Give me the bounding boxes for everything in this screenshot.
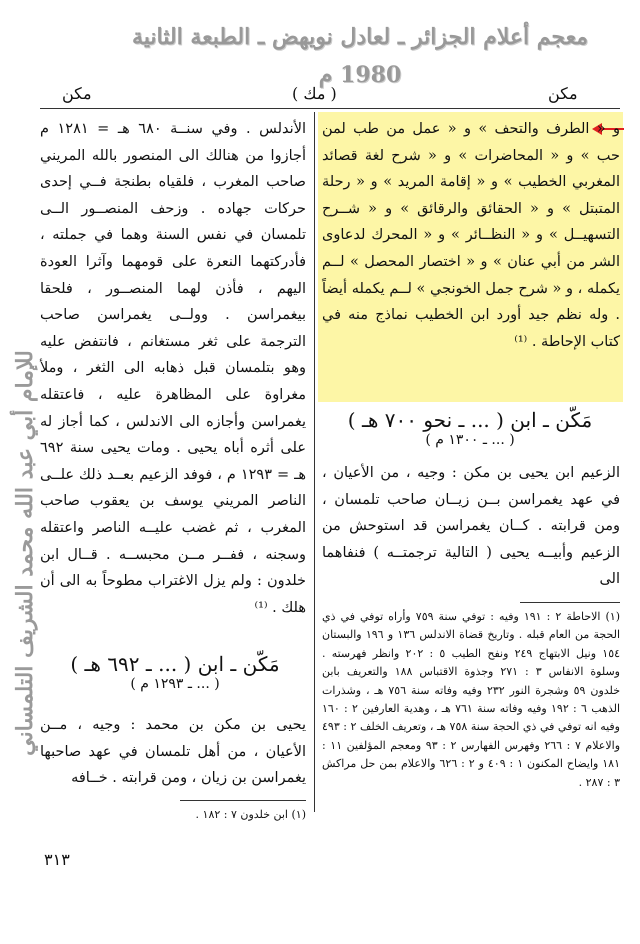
header-rule xyxy=(40,108,620,109)
side-watermark: للإمام أبي عبد الله محمد الشريف التلمساني xyxy=(12,350,38,756)
header-left: مكن xyxy=(62,84,92,103)
right-column-text: و « الطرف والتحف » و « عمل من طب لمن حب » و « المحاضرات » و « شرح لغة قصائد المغربي الخطيب » و « إقامة المريد » و « رحلة المتبتل » و « الحقائق والرقائق » و « شــرح التسهيــل » و « النظــائر » و « المحرك لدعاوى الشر من أبي عنان » و « اختصار المحصل » لــم يكمله ، و « شرح جمل الخونجي » لــم يكمله أيضاً . وله نظم جيد أورد ابن الخطيب نماذج منه في كتاب الإحاطة . ⁽¹⁾ xyxy=(322,121,620,350)
left-footnote: (١) ابن خلدون ٧ : ١٨٢ . xyxy=(195,808,306,821)
column-divider xyxy=(314,112,315,812)
left-entry-title: مَكّن ـ ابن ( ... ـ ٦٩٢ هـ ) ( ... ـ ١٢٩٣ م ) xyxy=(70,652,280,692)
right-footnote-rule xyxy=(520,602,620,603)
left-column-text: الأندلس . وفي سنــة ٦٨٠ هـ = ١٢٨١ م أجازوا من هنالك الى المنصور بالله المريني صاحب المغرب ، فلقياه بطنجة فــي إحدى حركات جهاده . وزحف المنصــور الــى تلمسان في نفس السنة وهما في جملته ، فأدركتهما النعرة على قومهما وآثرا العودة اليهم ، فأذن لهما المنصــور ، فلحقا بيغمراسن . وولــى يغمراسن صاحب الترجمة على ثغر مستغانم ، فانتفض عليه وهو بتلمسان قبل ذهابه الى الثغر ، وملأ مغراوة على المظاهرة عليه ، فاعتقله يغمراسن وأجازه الى الاندلس ، كما أجاز له على أثره أباه يحيى . ومات يحيى سنة ٦٩٢ هـ = ١٢٩٣ م ، فوفد الزعيم بعــد ذلك علــى الناصر المريني يوسف بن يعقوب صاحب المغرب ، ثم غضب عليــه الناصر واعتقله وسجنه ، ففــر مــن محبســه . قــال ابن خلدون : ولم يزل الاغتراب مطوحاً به الى أن هلك . ⁽¹⁾ xyxy=(40,121,306,616)
right-entry-title: مَكّن ـ ابن ( ... ـ نحو ٧٠٠ هـ ) ( ... ـ ١٣٠٠ م ) xyxy=(347,408,593,448)
book-banner: معجم أعلام الجزائر ـ لعادل نويهض ـ الطبعة الثانية 1980 م xyxy=(131,24,589,88)
left-footnote-rule xyxy=(180,800,306,801)
right-entry-body: الزعيم ابن يحيى بن مكن : وجيه ، من الأعيان ، في عهد يغمراسن بــن زيــان صاحب تلمسان ، ومن قرابته . كــان يغمراسن قد استوحش من الزعيم وأبيــه يحيى ( التالية ترجمتــه ) فنفاهما الى xyxy=(322,465,620,588)
header-center: ( مك ) xyxy=(292,84,337,103)
header-right: مكن xyxy=(548,84,578,103)
left-entry-body: يحيى بن مكن بن محمد : وجيه ، مــن الأعيان ، من أهل تلمسان في عهد صاحبها يغمراسن بن زيان ، ومن قرابته . خــافه xyxy=(40,717,306,787)
page-number: ٣١٣ xyxy=(44,850,70,869)
right-footnote: (١) الاحاطة ٢ : ١٩١ وفيه : توفي سنة ٧٥٩ وأراه توفي في ذي الحجة من العام قبله . وتاريخ قضاة الاندلس ١٣٦ و ١٩٦ والبستان ١٥٤ ونيل الابتهاج ٢٤٩ ونفح الطيب ٥ : ٢٠٢ وانظر فهرسته . وسلوة الانفاس ٣ : ٢٧١ وجذوة الاقتباس ١٨٨ والتعريف بابن خلدون ٥٩ وشجرة النور ٢٣٢ وفيه وفاته سنة ٧٥٦ هـ ، وشذرات الذهب ٦ : ١٩٢ وفيه وفاته سنة ٧٦١ هـ ، وهدية العارفين ٢ : ١٦٠ وفيه انه توفي في ذي الحجة سنة ٧٥٨ هـ ، وتعريف الخلف ٢ : ٤٩٣ والاعلام ٧ : ٢٦٦ وفهرس الفهارس ٢ : ٩٣ ومعجم المؤلفين ١١ : ١٨١ وايضاح المكنون ١ : ٤٠٩ و ٢ : ٦٢٦ والاعلام بمن حل مراكش ٣ : ٢٨٧ . xyxy=(322,610,621,789)
